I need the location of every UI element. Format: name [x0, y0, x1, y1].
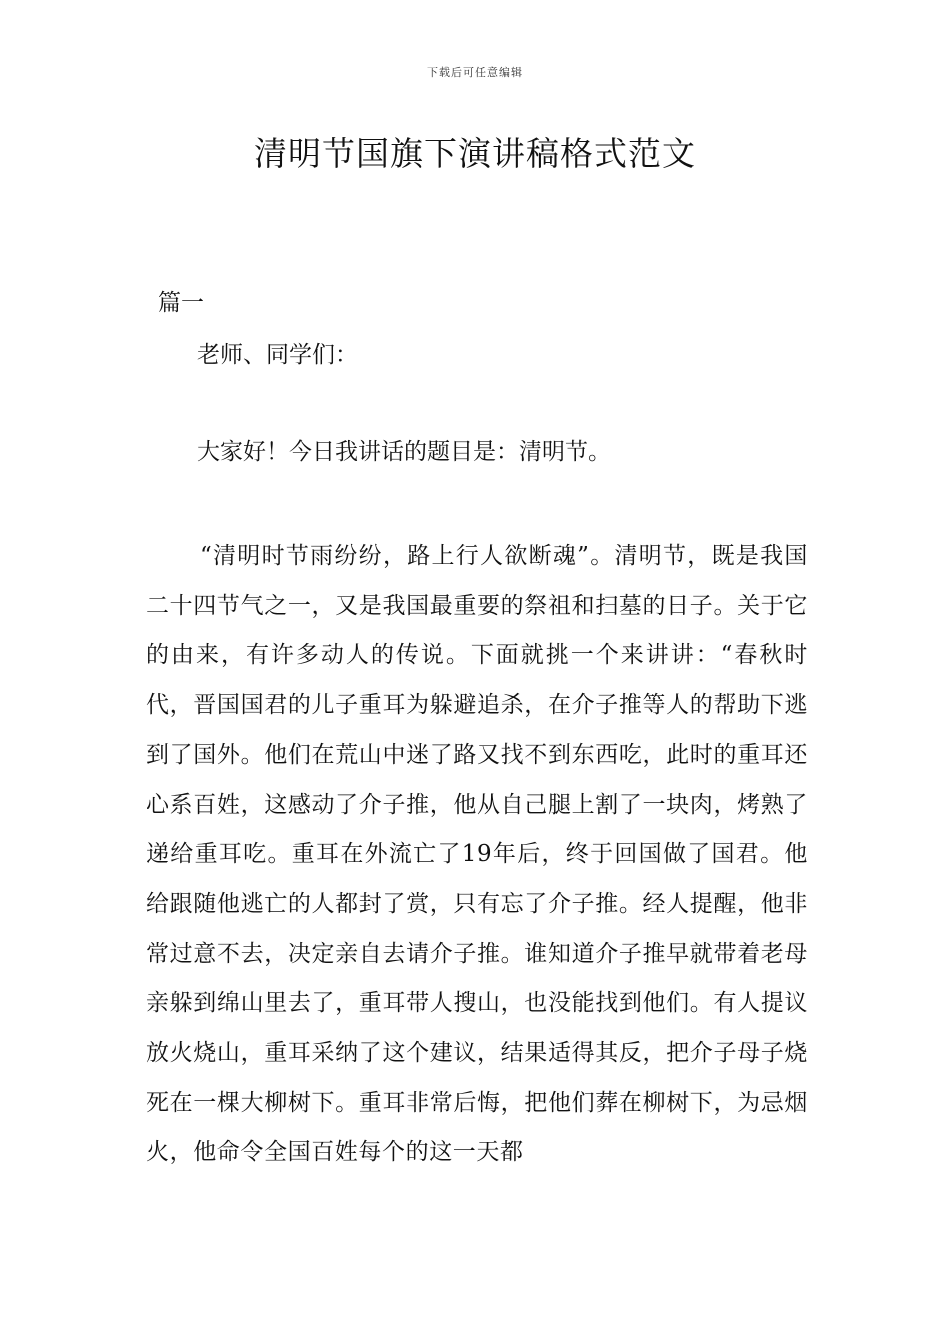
header-note: 下载后可任意编辑 [427, 66, 523, 79]
body-paragraph: “清明时节雨纷纷，路上行人欲断魂”。清明节，既是我国二十四节气之一，又是我国最重要的祭祖和扫墓的日子。关于它的由来，有许多动人的传说。下面就挑一个来讲讲：“春秋时代，晋国国君的儿子重耳为躲避追杀，在介子推等人的帮助下逃到了国外。他们在荒山中迷了路又找不到东西吃，此时的重耳还心系百姓，这感动了介子推，他从自己腿上割了一块肉，烤熟了递给重耳吃。重耳在外流亡了19年后，终于回国做了国君。他给跟随他逃亡的人都封了赏，只有忘了介子推。经人提醒，他非常过意不去，决定亲自去请介子推。谁知道介子推早就带着老母亲躲到绵山里去了，重耳带人搜山，也没能找到他们。有人提议放火烧山，重耳采纳了这个建议，结果适得其反，把介子母子烧死在一棵大柳树下。重耳非常后悔，把他们葬在柳树下，为忌烟火，他命令全国百姓每个的这一天都 [146, 543, 808, 1166]
document-title: 清明节国旗下演讲稿格式范文 [254, 134, 696, 173]
greeting: 大家好！今日我讲话的题目是：清明节。 [197, 439, 611, 465]
section-label: 篇一 [158, 290, 204, 316]
salutation: 老师、同学们： [197, 342, 358, 368]
